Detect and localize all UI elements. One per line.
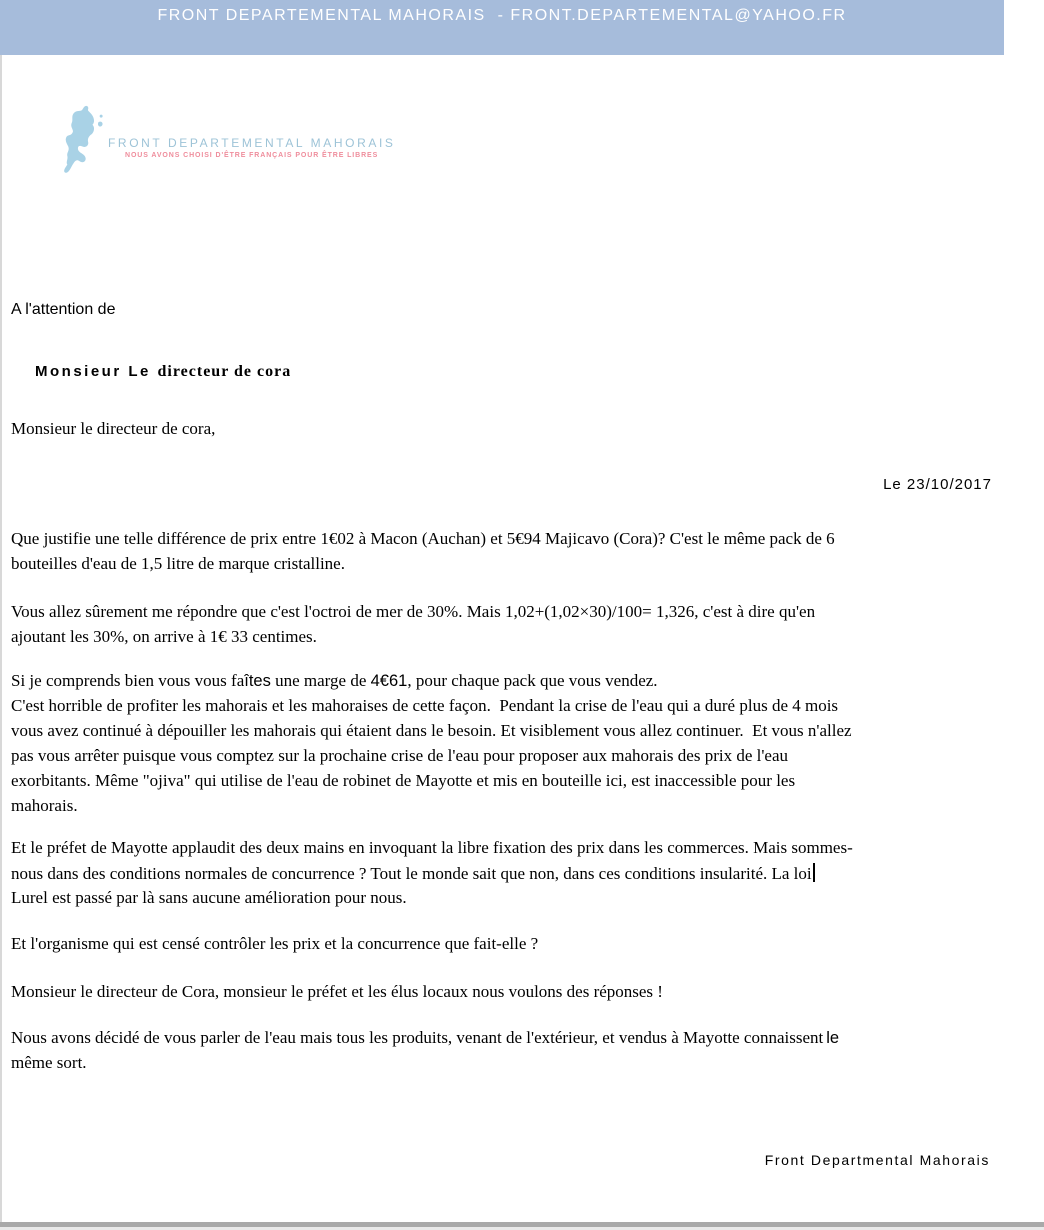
body-line: même sort.	[11, 1053, 87, 1072]
body-line: pas vous arrêter puisque vous comptez sur la prochaine crise de l'eau pour proposer aux mahorais des prix de l'eau	[11, 746, 789, 765]
body-line: ajoutant les 30%, on arrive à 1€ 33 centimes.	[11, 627, 317, 646]
mixed-font-text: 4€61	[370, 672, 408, 690]
body-line: Vous allez sûrement me répondre que c'est l'octroi de mer de 30%. Mais 1,02+(1,02×30)/100= 1,326, c'est à dire qu'en	[11, 602, 816, 621]
recipient-role: directeur de cora	[157, 363, 292, 380]
mixed-font-text: îtes	[244, 672, 271, 690]
body-line: bouteilles d'eau de 1,5 litre de marque cristalline.	[11, 554, 345, 573]
body-line: Et l'organisme qui est censé contrôler les prix et la concurrence que fait-elle ?	[11, 934, 539, 953]
paragraph-reponses	[11, 982, 663, 1007]
body-line: C'est horrible de profiter les mahorais et les mahoraises de cette façon. Pendant la crise de l'eau qui a duré plus de 4 mois	[11, 696, 839, 715]
body-line: Et le préfet de Mayotte applaudit des deux mains en invoquant la libre fixation des prix dans les commerces. Mais sommes-	[11, 838, 853, 857]
body-line: Nous avons décidé de vous parler de l'eau mais tous les produits, venant de l'extérieur, et vendus à Mayotte connaissent le	[11, 1028, 840, 1047]
mixed-font-text: le	[826, 1029, 840, 1047]
paragraph-organisme	[11, 934, 538, 959]
fdm-logo	[63, 103, 396, 193]
signature-line: Front Departmental Mahorais	[764, 1152, 990, 1168]
page-left-edge	[0, 55, 2, 1223]
date-line: Le 23/10/2017	[883, 476, 992, 493]
body-line: nous dans des conditions normales de concurrence ? Tout le monde sait que non, dans ces conditions insularité. La loi	[11, 863, 853, 888]
body-line: Lurel est passé par là sans aucune amélioration pour nous.	[11, 888, 407, 907]
body-line: mahorais.	[11, 796, 78, 815]
paragraph-prefet	[11, 838, 853, 913]
recipient-title: Monsieur Le	[35, 363, 158, 380]
logo-title: FRONT DEPARTEMENTAL MAHORAIS	[108, 136, 396, 150]
text-caret	[813, 863, 815, 882]
logo-tagline: NOUS AVONS CHOISI D'ÊTRE FRANÇAIS POUR ÊTRE LIBRES	[125, 152, 379, 159]
body-line: exorbitants. Même "ojiva" qui utilise de l'eau de robinet de Mayotte et mis en bouteille ici, est inaccessible pour les	[11, 771, 796, 790]
paragraph-conclusion	[11, 1028, 839, 1078]
header-banner-text: FRONT DEPARTEMENTAL MAHORAIS - FRONT.DEPARTEMENTAL@YAHOO.FR	[157, 7, 847, 24]
body-line: Monsieur le directeur de Cora, monsieur le préfet et les élus locaux nous voulons des réponses !	[11, 982, 663, 1001]
salutation-line: Monsieur le directeur de cora,	[11, 419, 216, 438]
paragraph-price-difference	[11, 529, 835, 579]
attention-line: A l'attention de	[11, 301, 116, 318]
body-line: vous avez continué à dépouiller les mahorais qui étaient dans le besoin. Et visiblement vous allez continuer. Et vous n'allez	[11, 721, 852, 740]
paragraph-octroi-de-mer	[11, 602, 815, 652]
recipient-line	[11, 345, 291, 399]
paragraph-marge	[11, 671, 852, 821]
body-line: Si je comprends bien vous vous faîtes une marge de 4€61, pour chaque pack que vous vendez.	[11, 671, 658, 690]
header-banner	[0, 0, 1004, 55]
body-line: Que justifie une telle différence de prix entre 1€02 à Macon (Auchan) et 5€94 Majicavo (Cora)? C'est le même pack de 6	[11, 529, 835, 548]
